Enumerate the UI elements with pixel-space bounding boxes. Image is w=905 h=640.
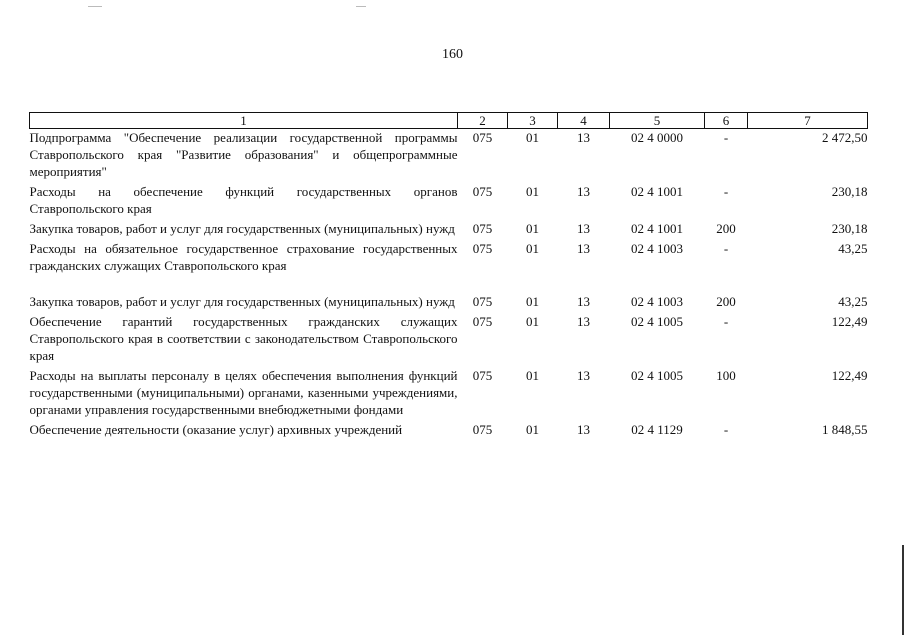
table-header-row [30,113,868,129]
expense-type-code: - [723,241,729,256]
spacer-cell [30,277,868,293]
row-description: Закупка товаров, работ и услуг для государственных (муниципальных) нужд [29,221,455,236]
subsection-code: 13 [577,314,590,329]
column-header: 6 [705,113,748,129]
target-article-code: 02 4 0000 [631,130,683,145]
table-row [30,220,868,240]
expense-type-code: 200 [716,221,736,236]
row-description: Расходы на выплаты персоналу в целях обеспечения выполнения функций государственными (муниципальными) органами, казенными учреждениями, органами управления государственными внебюджетными фондами [29,368,458,417]
subsection-code: 13 [577,221,590,236]
section-code: 01 [526,221,539,236]
subsection-code: 13 [577,184,590,199]
expense-type-code: - [723,422,729,437]
amount: 43,25 [838,241,868,256]
amount: 43,25 [838,294,868,309]
amount: 230,18 [831,221,868,236]
amount: 230,18 [831,184,868,199]
column-header: 4 [558,113,610,129]
table-row [30,313,868,367]
table-row [30,421,868,441]
target-article-code: 02 4 1129 [631,422,683,437]
section-code: 01 [526,184,539,199]
scan-edge-mark [902,545,904,635]
amount: 2 472,50 [822,130,868,145]
row-description: Расходы на обязательное государственное страхование государственных гражданских служащих Ставропольского края [29,241,458,273]
row-description: Подпрограмма "Обеспечение реализации государственной программы Ставропольского края "Развитие образования" и общепрограммные мероприятия" [29,130,458,179]
subsection-code: 13 [577,294,590,309]
expense-type-code: - [723,130,729,145]
row-description: Обеспечение гарантий государственных гражданских служащих Ставропольского края в соответствии с законодательством Ставропольского края [29,314,458,363]
ministry-code: 075 [472,368,493,383]
section-code: 01 [526,130,539,145]
scan-artifact [88,6,102,7]
section-code: 01 [526,294,539,309]
target-article-code: 02 4 1003 [631,241,683,256]
target-article-code: 02 4 1003 [631,294,683,309]
subsection-code: 13 [577,368,590,383]
table-row [30,183,868,220]
table-row [30,129,868,184]
column-header: 1 [30,113,458,129]
table-row [30,293,868,313]
expense-type-code: - [723,314,729,329]
target-article-code: 02 4 1001 [631,221,683,236]
ministry-code: 075 [472,294,493,309]
ministry-code: 075 [472,184,493,199]
table-row [30,367,868,421]
column-header: 5 [610,113,705,129]
ministry-code: 075 [472,130,493,145]
table-row [30,240,868,277]
page-number: 160 [442,47,463,62]
amount: 122,49 [831,368,868,383]
subsection-code: 13 [577,422,590,437]
section-code: 01 [526,241,539,256]
budget-table [29,112,868,441]
row-spacer [30,277,868,293]
expense-type-code: 100 [716,368,736,383]
row-description: Обеспечение деятельности (оказание услуг) архивных учреждений [29,422,403,437]
subsection-code: 13 [577,241,590,256]
subsection-code: 13 [577,130,590,145]
amount: 1 848,55 [822,422,868,437]
column-header: 3 [508,113,558,129]
expense-type-code: 200 [716,294,736,309]
column-header: 2 [458,113,508,129]
row-description: Расходы на обеспечение функций государственных органов Ставропольского края [29,184,458,216]
target-article-code: 02 4 1005 [631,314,683,329]
ministry-code: 075 [472,422,493,437]
scan-artifact [356,6,366,7]
row-description: Закупка товаров, работ и услуг для государственных (муниципальных) нужд [29,294,455,309]
target-article-code: 02 4 1005 [631,368,683,383]
column-header: 7 [748,113,868,129]
ministry-code: 075 [472,314,493,329]
target-article-code: 02 4 1001 [631,184,683,199]
ministry-code: 075 [472,221,493,236]
section-code: 01 [526,368,539,383]
section-code: 01 [526,422,539,437]
section-code: 01 [526,314,539,329]
ministry-code: 075 [472,241,493,256]
expense-type-code: - [723,184,729,199]
amount: 122,49 [831,314,868,329]
